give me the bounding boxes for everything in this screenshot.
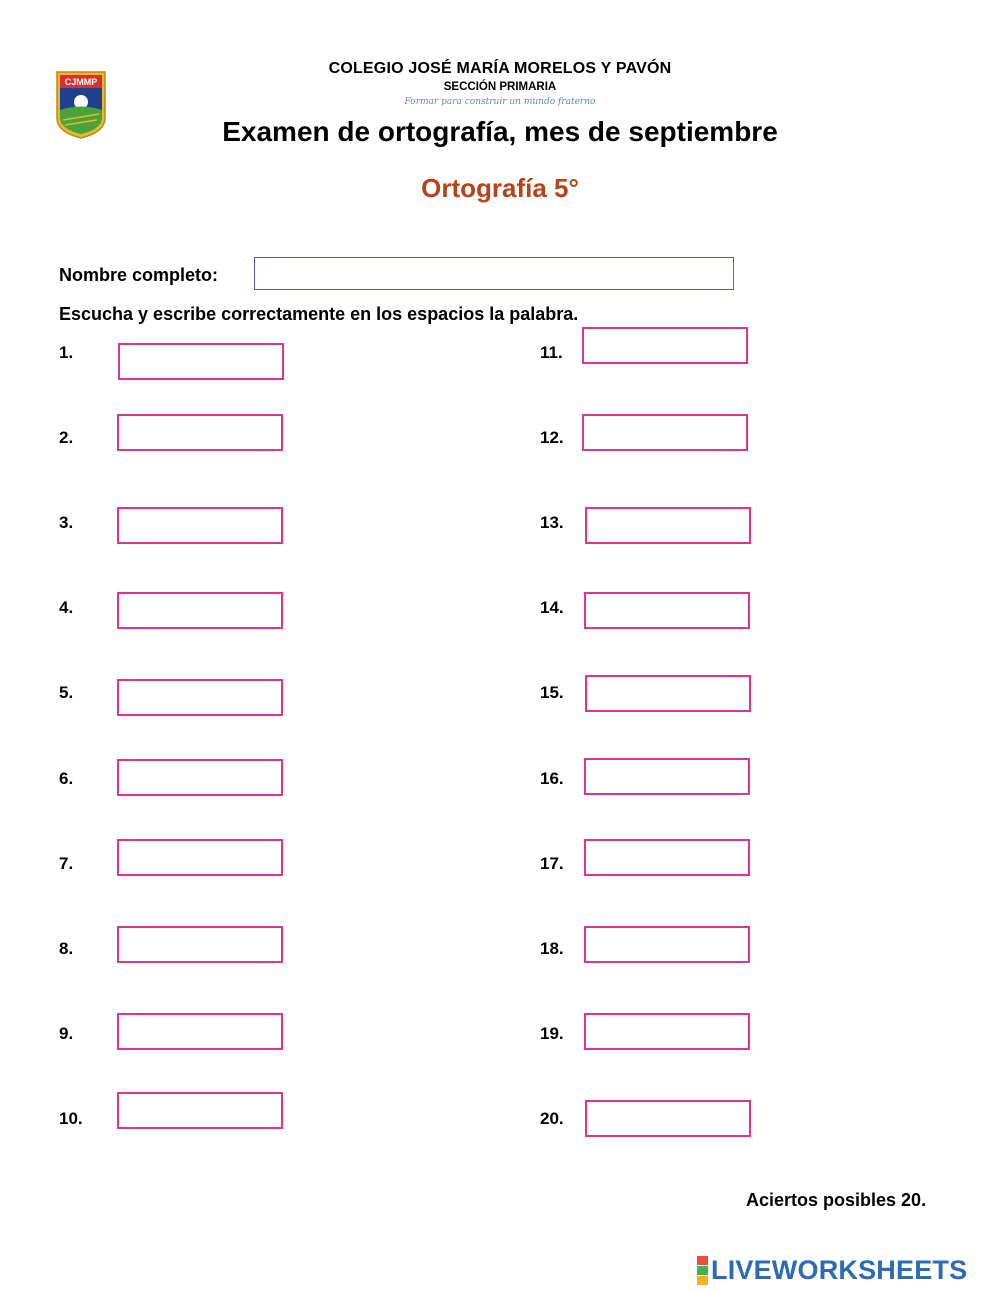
answer-box[interactable] <box>117 759 283 796</box>
question-number: 16. <box>540 769 564 788</box>
name-input[interactable] <box>254 257 734 290</box>
answer-box[interactable] <box>584 839 750 876</box>
svg-text:CJMMP: CJMMP <box>64 77 98 87</box>
liveworksheets-brand[interactable] <box>697 1255 967 1285</box>
question-number: 4. <box>59 598 74 617</box>
answer-box[interactable] <box>585 675 751 712</box>
question-number: 7. <box>59 854 74 873</box>
brand-squares-icon <box>697 1256 708 1285</box>
answer-box[interactable] <box>582 414 748 451</box>
answer-box[interactable] <box>117 839 283 876</box>
subject-title: Ortografía 5° <box>421 173 579 203</box>
question-number: 8. <box>59 939 74 958</box>
question-number: 2. <box>59 428 74 447</box>
answer-box[interactable] <box>582 327 748 364</box>
question-number: 19. <box>540 1024 564 1043</box>
exam-title: Examen de ortografía, mes de septiembre <box>222 116 778 147</box>
school-name: COLEGIO JOSÉ MARÍA MORELOS Y PAVÓN <box>328 60 672 77</box>
answer-box[interactable] <box>584 592 750 629</box>
question-number: 10. <box>59 1109 83 1128</box>
question-number: 1. <box>59 343 74 362</box>
answer-box[interactable] <box>585 1100 751 1137</box>
answer-box[interactable] <box>584 1013 750 1050</box>
answer-box[interactable] <box>117 926 283 963</box>
section-name: SECCIÓN PRIMARIA <box>443 81 557 93</box>
score-note: Aciertos posibles 20. <box>746 1190 927 1210</box>
question-number: 17. <box>540 854 564 873</box>
brand-text: LIVEWORKSHEETS <box>711 1254 968 1285</box>
question-number: 11. <box>540 343 563 362</box>
answer-box[interactable] <box>117 1092 283 1129</box>
question-number: 9. <box>59 1024 74 1043</box>
answer-box[interactable] <box>117 414 283 451</box>
answer-box[interactable] <box>117 679 283 716</box>
school-motto: Formar para construir un mundo fraterno <box>404 97 596 107</box>
name-label: Nombre completo: <box>59 265 219 285</box>
question-number: 14. <box>540 598 564 617</box>
question-number: 6. <box>59 769 74 788</box>
answer-box[interactable] <box>118 343 284 380</box>
question-number: 5. <box>59 683 74 702</box>
answer-box[interactable] <box>117 507 283 544</box>
question-number: 15. <box>540 683 564 702</box>
question-number: 18. <box>540 939 564 958</box>
answer-box[interactable] <box>117 592 283 629</box>
answer-box[interactable] <box>584 758 750 795</box>
question-number: 20. <box>540 1109 564 1128</box>
answer-box[interactable] <box>585 507 751 544</box>
answer-box[interactable] <box>584 926 750 963</box>
question-number: 13. <box>540 513 564 532</box>
question-number: 12. <box>540 428 564 447</box>
answer-box[interactable] <box>117 1013 283 1050</box>
question-number: 3. <box>59 513 74 532</box>
instructions: Escucha y escribe correctamente en los espacios la palabra. <box>59 304 579 324</box>
